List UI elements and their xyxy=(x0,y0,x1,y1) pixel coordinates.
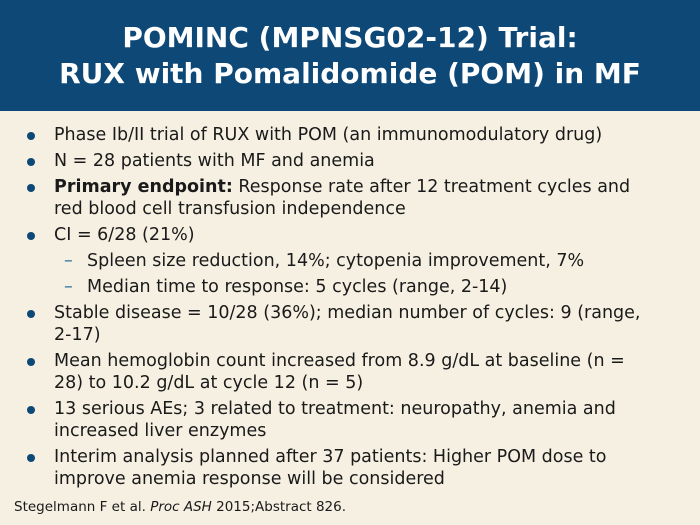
sub-bullet-text: Spleen size reduction, 14%; cytopenia improvement, 7% xyxy=(87,251,585,271)
bullet-dot-icon xyxy=(27,454,35,462)
bullet-item xyxy=(0,302,654,346)
citation-rest: 2015;Abstract 826. xyxy=(211,499,347,515)
bullet-list xyxy=(0,124,700,494)
bullet-dot-icon xyxy=(27,158,35,166)
bullet-dot-icon xyxy=(27,358,35,366)
slide-title-line-2: RUX with Pomalidomide (POM) in MF xyxy=(59,56,641,90)
citation xyxy=(14,499,346,515)
bullet-dot-icon xyxy=(27,310,35,318)
bullet-label: Primary endpoint: xyxy=(54,177,233,197)
bullet-dot-icon xyxy=(27,132,35,140)
bullet-text: Stable disease = 10/28 (36%); median number of cycles: 9 (range, 2-17) xyxy=(54,303,641,345)
bullet-item xyxy=(0,446,654,490)
bullet-item xyxy=(0,150,654,172)
bullet-item xyxy=(0,176,654,220)
bullet-text: Response rate after 12 treatment cycles and red blood cell transfusion independence xyxy=(54,177,631,219)
sub-bullet-dash-icon: – xyxy=(64,251,73,271)
bullet-text: Phase Ib/II trial of RUX with POM (an immunomodulatory drug) xyxy=(54,125,603,145)
bullet-text: Interim analysis planned after 37 patients: Higher POM dose to improve anemia response will be considered xyxy=(54,447,607,489)
bullet-item xyxy=(0,350,654,394)
bullet-item xyxy=(0,224,654,246)
sub-bullet-dash-icon: – xyxy=(64,277,73,297)
slide-title-line-1: POMINC (MPNSG02-12) Trial: xyxy=(122,20,578,54)
bullet-dot-icon xyxy=(27,406,35,414)
bullet-text: 13 serious AEs; 3 related to treatment: neuropathy, anemia and increased liver enzymes xyxy=(54,399,616,441)
bullet-item xyxy=(0,124,654,146)
bullet-dot-icon xyxy=(27,184,35,192)
bullet-text: CI = 6/28 (21%) xyxy=(54,225,195,245)
sub-bullet-item xyxy=(0,276,700,298)
citation-authors: Stegelmann F et al. xyxy=(14,499,151,515)
sub-bullet-item xyxy=(0,250,700,272)
sub-bullet-text: Median time to response: 5 cycles (range, 2-14) xyxy=(87,277,508,297)
bullet-dot-icon xyxy=(27,232,35,240)
bullet-text: Mean hemoglobin count increased from 8.9 g/dL at baseline (n = 28) to 10.2 g/dL at cycle 12 (n = 5) xyxy=(54,351,625,393)
bullet-text: N = 28 patients with MF and anemia xyxy=(54,151,375,171)
citation-journal: Proc ASH xyxy=(150,499,212,515)
slide-header xyxy=(0,0,700,111)
bullet-item xyxy=(0,398,654,442)
